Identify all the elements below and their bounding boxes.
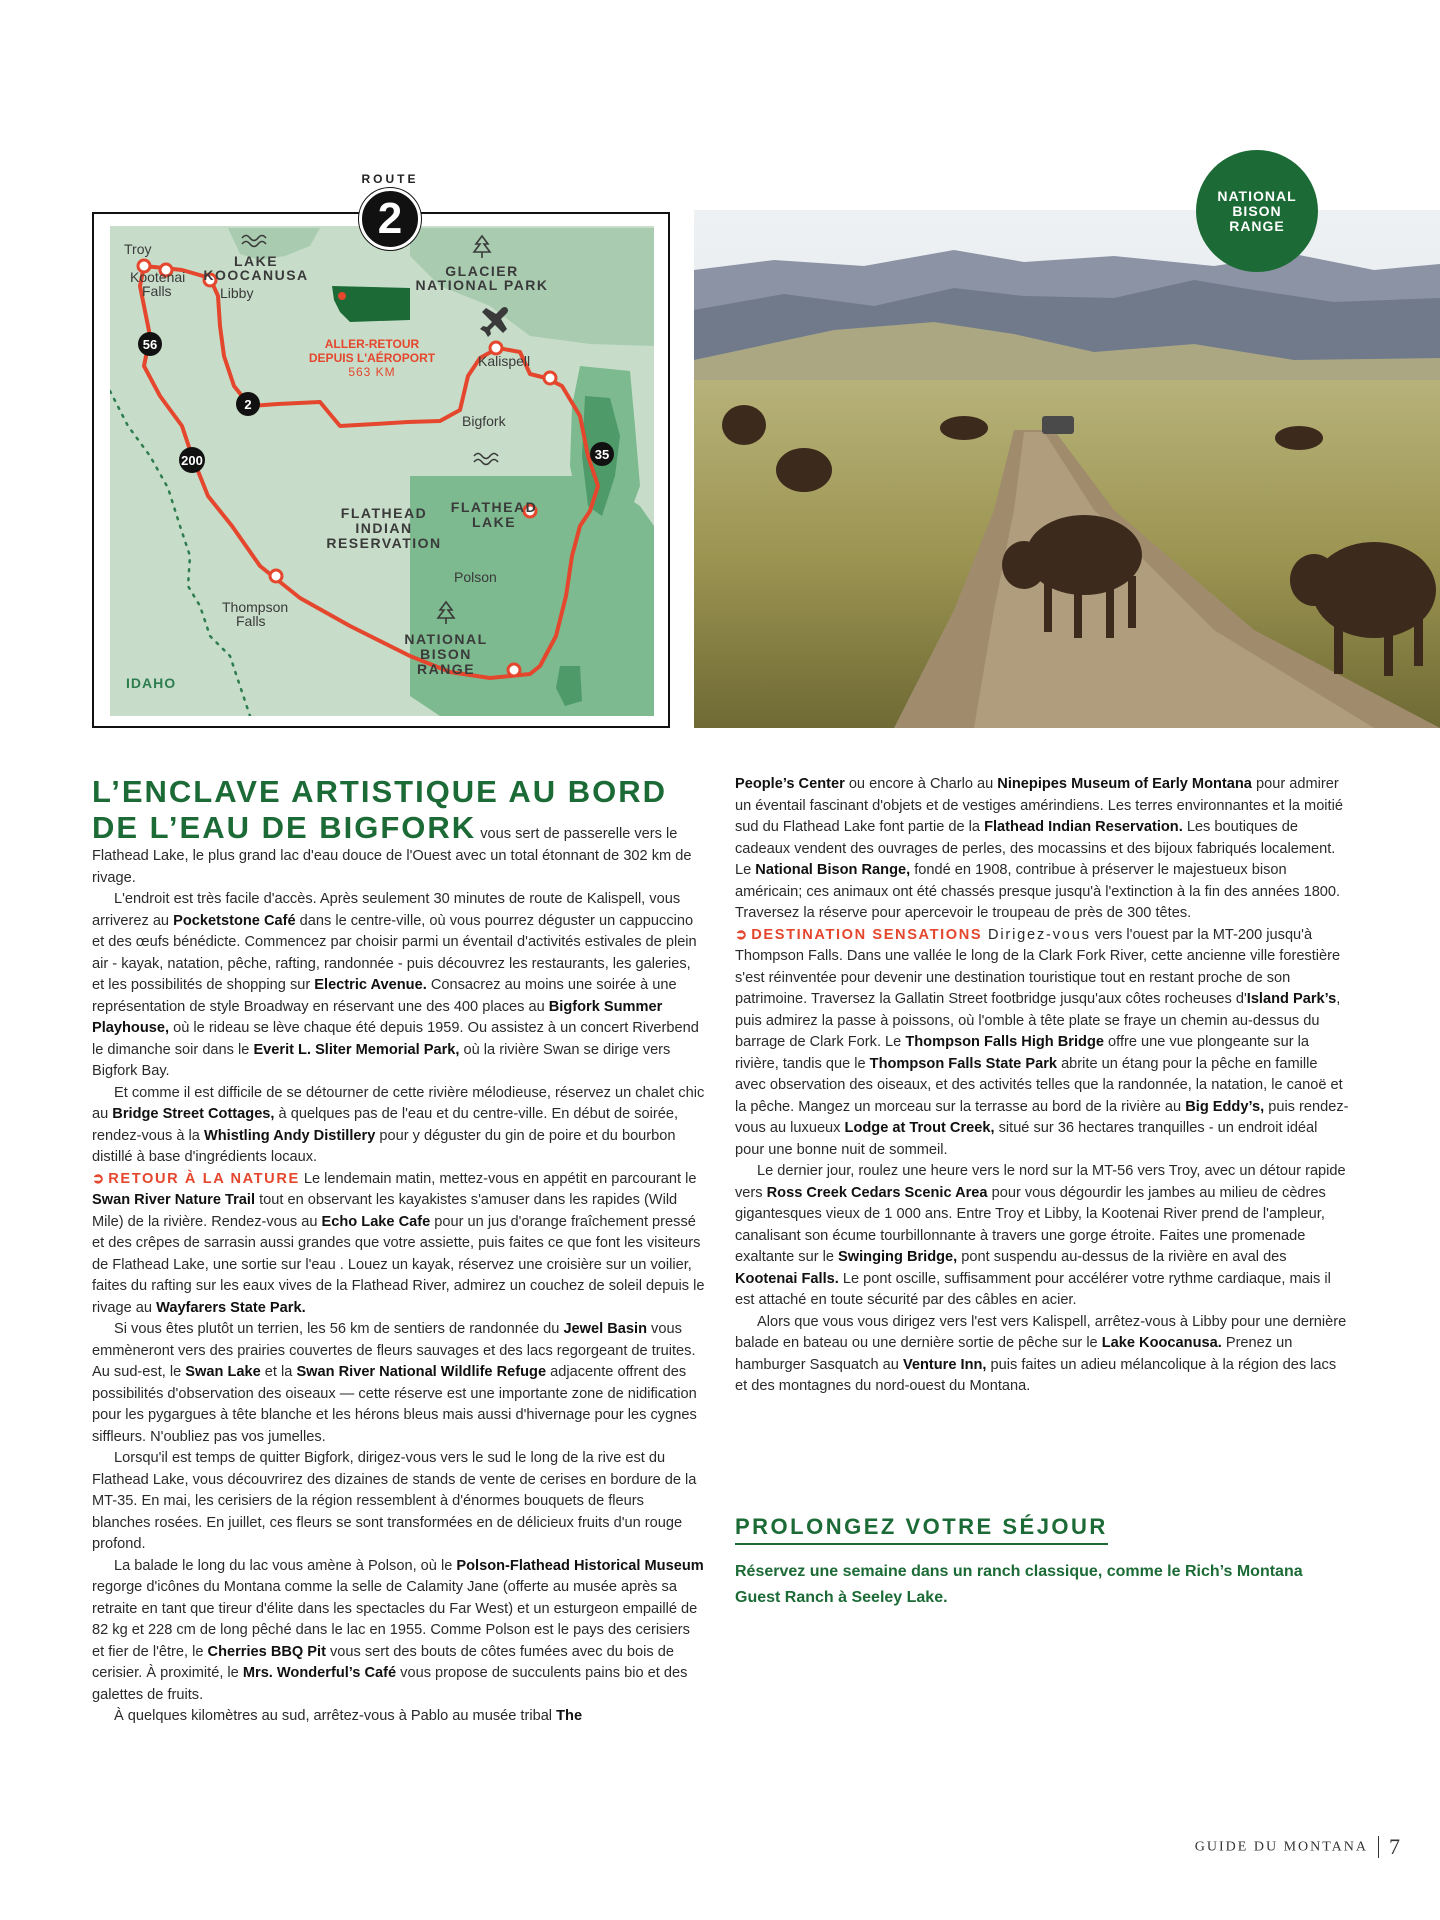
paragraph-r1: People’s Center ou encore à Charlo au Ninepipes Museum of Early Montana pour admirer un éventail fascinant d'objets et de vestiges amérindiens. Les terres environnantes et la moitié sud du Flathead Lake font partie de la Flathead Indian Reservation. Les boutiques de cadeaux vendent des ouvrages de perles, des mocassins et des bijoux fabriqués localement. Le National Bison Range, fondé en 1908, contribue à préserver le majestueux bison américain; ces animaux ont été chassés presque jusqu'à l'extinction à la fin des années 1800. Traversez la réserve pour apercevoir le troupeau de près de 300 têtes.	[735, 776, 1343, 921]
shield-2	[236, 392, 260, 416]
label-bison-range-3: RANGE	[416, 661, 476, 677]
section-head-destination: DESTINATION SENSATIONS	[751, 926, 983, 943]
svg-text:2: 2	[244, 397, 252, 412]
airport-dot-inset	[338, 292, 346, 300]
stop-bison-range	[508, 664, 520, 676]
label-kalispell: Kalispell	[478, 353, 531, 369]
headline-line-1: L’ENCLAVE ARTISTIQUE AU BORD	[92, 774, 667, 809]
label-airport-distance: 563 KM	[348, 365, 396, 379]
national-bison-range-badge: NATIONAL BISON RANGE	[1196, 150, 1318, 272]
stop-thompson	[270, 570, 282, 582]
label-troy: Troy	[124, 241, 152, 257]
headline-line-2: DE L’EAU DE BIGFORK	[92, 810, 477, 845]
page-number: 7	[1389, 1834, 1400, 1859]
shield-35	[590, 442, 614, 466]
label-thompson-falls-2: Falls	[236, 613, 266, 629]
label-bigfork: Bigfork	[462, 413, 506, 429]
stop-bigfork	[544, 372, 556, 384]
route-label: ROUTE	[361, 172, 419, 186]
map-graphic	[110, 226, 654, 716]
label-bison-range-2: BISON	[420, 646, 472, 662]
label-idaho: IDAHO	[126, 675, 177, 691]
label-airport-1: ALLER-RETOUR	[324, 337, 420, 351]
article-column-left	[92, 774, 706, 1728]
paragraph-6: Lorsqu'il est temps de quitter Bigfork, dirigez-vous vers le sud le long de la rive est du Flathead Lake, vous découvrirez des dizaines de stands de vente de cerises en bordure de la MT-35. En mai, les cerisiers de la région ressemblent à d'énormes bouquets de fleurs blanches rosées. En juillet, ces fleurs se sont transformées en de délicieux fruits d'un rouge profond.	[92, 1450, 697, 1552]
paragraph-7: La balade le long du lac vous amène à Polson, où le Polson-Flathead Historical Museum regorge d'icônes du Montana comme la selle de Calamity Jane (offerte au musée après sa retraite en tant que tireur d'élite dans les spectacles du Far West) et un esturgeon empaillé de 82 kg et 228 cm de long pêché dans le lac en 1955. Comme Polson est le pays des cerisiers et fier de l'être, le Cherries BBQ Pit vous sert des bouts de côtes fumées avec du bois de cerisier. À proximité, le Mrs. Wonderful’s Café vous propose de succulents pains bio et des galettes de fruits.	[92, 1557, 704, 1703]
label-flathead-lake-1: FLATHEAD	[450, 499, 538, 515]
label-flathead-lake-2: LAKE	[471, 514, 517, 530]
label-glacier-2: NATIONAL PARK	[415, 277, 549, 293]
intro-paragraph	[92, 774, 706, 889]
extend-stay-box	[735, 1514, 1349, 1611]
bison-photo-illustration	[694, 210, 1440, 728]
extend-stay-body: Réservez une semaine dans un ranch classique, comme le Rich’s Montana Guest Ranch à Seeley Lake.	[735, 1563, 1303, 1606]
label-kootenai-falls-2: Falls	[142, 283, 172, 299]
article-column-right	[735, 774, 1349, 1398]
label-libby: Libby	[220, 285, 254, 301]
label-bison-range-1: NATIONAL	[404, 631, 488, 647]
label-reservation-1: FLATHEAD	[340, 505, 428, 521]
paragraph-5: Si vous êtes plutôt un terrien, les 56 km de sentiers de randonnée du Jewel Basin vous emmèneront vers des prairies couvertes de fleurs sauvages et des lacs regorgeant de truites. Au sud-est, le Swan Lake et la Swan River National Wildlife Refuge adjacente offrent des possibilités d'observation des oiseaux — cette réserve est une importante zone de nidification pour les pygargues à tête blanche et les hérons bleus mais aussi d'hivernage pour les cygnes siffleurs. N'oubliez pas vos jumelles.	[92, 1321, 697, 1445]
paragraph-r3: Le dernier jour, roulez une heure vers le nord sur la MT-56 vers Troy, avec un détour rapide vers Ross Creek Cedars Scenic Area pour vous dégourdir les jambes au milieu de cèdres gigantesques vieux de 1 000 ans. Entre Troy et Libby, la Kootenai River prend de l'ampleur, canalisant son écume tourbillonnante à travers une gorge étroite. Faites une promenade exaltante sur le Swinging Bridge, pont suspendu au-dessus de la rivière en aval des Kootenai Falls. Le pont oscille, suffisamment pour accélérer votre rythme cardiaque, mais il est attaché en toute sécurité par des câbles en acier.	[735, 1163, 1346, 1308]
extend-stay-title: PROLONGEZ VOTRE SÉJOUR	[735, 1514, 1108, 1545]
paragraph-8: À quelques kilomètres au sud, arrêtez-vous à Pablo au musée tribal The	[114, 1708, 583, 1724]
page-footer	[1140, 1834, 1400, 1860]
intro-text: vous sert de passerelle vers le Flathead Lake, le plus grand lac d'eau douce de l'Ouest avec un total étonnant de 302 km de rivage.	[92, 826, 692, 886]
paragraph-3: Et comme il est difficile de se détourner de cette rivière mélodieuse, réservez un chalet chic au Bridge Street Cottages, à quelques pas de l'eau et du centre-ville. En début de soirée, rendez-vous à la Whistling Andy Distillery pour y déguster du gin de poire et du bourbon distillé à base d'ingrédients locaux.	[92, 1084, 705, 1165]
label-lake-koocanusa-2: KOOCANUSA	[203, 267, 309, 283]
svg-text:200: 200	[181, 453, 203, 468]
paragraph-r4: Alors que vous vous dirigez vers l'est vers Kalispell, arrêtez-vous à Libby pour une dernière balade en bateau ou une dernière sortie de pêche sur le Lake Koocanusa. Prenez un hamburger Sasquatch au Venture Inn, puis faites un adieu mélancolique à la région des lacs et des montagnes du nord-ouest du Montana.	[735, 1313, 1347, 1394]
arrow-circle-icon-2: ➲	[735, 926, 748, 943]
paragraph-destination: ➲ DESTINATION SENSATIONS Dirigez-vous vers l'ouest par la MT-200 jusqu'à Thompson Falls. Dans une vallée le long de la Clark Fork River, cette ancienne ville forestière s'est réinventée pour devenir une destination touristique tout en restant proche de son patrimoine. Traversez la Gallatin Street footbridge jusqu'aux côtes rocheuses d'Island Park’s, puis admirez la passe à poissons, où l'omble à tête plate se fraye un chemin au-dessus du barrage de Clark Fork. Le Thompson Falls High Bridge offre une vue plongeante sur la rivière, tandis que le Thompson Falls State Park abrite un étang pour la pêche en famille avec observation des oiseaux, et des activités telles que la randonnée, la natation, le canoë et la pêche. Mangez un morceau sur la terrasse au bord de la rivière au Big Eddy’s, puis rendez-vous au luxueux Lodge at Trout Creek, situé sur 36 hectares tranquilles - un endroit idéal pour une bonne nuit de sommeil.	[735, 926, 1349, 1158]
route-map	[92, 212, 670, 728]
route-badge	[350, 172, 430, 250]
paragraph-nature: ➲ RETOUR À LA NATURE Le lendemain matin, mettez-vous en appétit en parcourant le Swan River Nature Trail tout en observant les kayakistes s'amuser dans les rapides (Wild Mile) de la rivière. Rendez-vous au Echo Lake Cafe pour un jus d'orange fraîchement pressé et des crêpes de sarrasin aussi grandes que votre assiette, puis faites ce que font les visiteurs de Flathead Lake, une sortie sur l'eau . Louez un kayak, réservez une croisière sur un voilier, faites du rafting sur les eaux vives de la Flathead River, admirez un couchez de soleil depuis le rivage au Wayfarers State Park.	[92, 1170, 705, 1316]
label-reservation-3: RESERVATION	[326, 535, 442, 551]
footer-divider	[1378, 1836, 1379, 1858]
svg-text:35: 35	[594, 447, 610, 462]
label-thompson-falls-1: Thompson	[222, 599, 289, 615]
label-glacier-1: GLACIER	[445, 263, 519, 279]
section-head-nature: RETOUR À LA NATURE	[108, 1170, 300, 1187]
label-polson: Polson	[454, 569, 497, 585]
shield-200	[179, 447, 205, 473]
svg-text:56: 56	[142, 337, 158, 352]
label-reservation-2: INDIAN	[355, 520, 413, 536]
paragraph-2: L'endroit est très facile d'accès. Après seulement 30 minutes de route de Kalispell, vous arriverez au Pocketstone Café dans le centre-ville, où vous pourrez déguster un cappuccino et des œufs bénédicte. Commencez par choisir parmi un éventail d'activités estivales de plein air - kayak, natation, pêche, rafting, randonnée - puis découvrez les restaurants, les galeries, et les possibilités de shopping sur Electric Avenue. Consacrez au moins une soirée à une représentation de style Broadway en réservant une des 400 places au Bigfork Summer Playhouse, où le rideau se lève chaque été depuis 1959. Ou assistez à un concert Riverbend le dimanche soir dans le Everit L. Sliter Memorial Park, où la rivière Swan se dirige vers Bigfork Bay.	[92, 891, 699, 1079]
route-number: 2	[359, 188, 421, 250]
footer-guide-title: GUIDE DU MONTANA	[1194, 1839, 1368, 1855]
label-kootenai-falls-1: Kootenai	[130, 269, 186, 285]
label-lake-koocanusa-1: LAKE	[233, 253, 279, 269]
shield-56	[138, 332, 162, 356]
bison-photo	[694, 210, 1440, 728]
arrow-circle-icon: ➲	[92, 1170, 105, 1187]
label-airport-2: DEPUIS L'AÉROPORT	[308, 351, 436, 365]
